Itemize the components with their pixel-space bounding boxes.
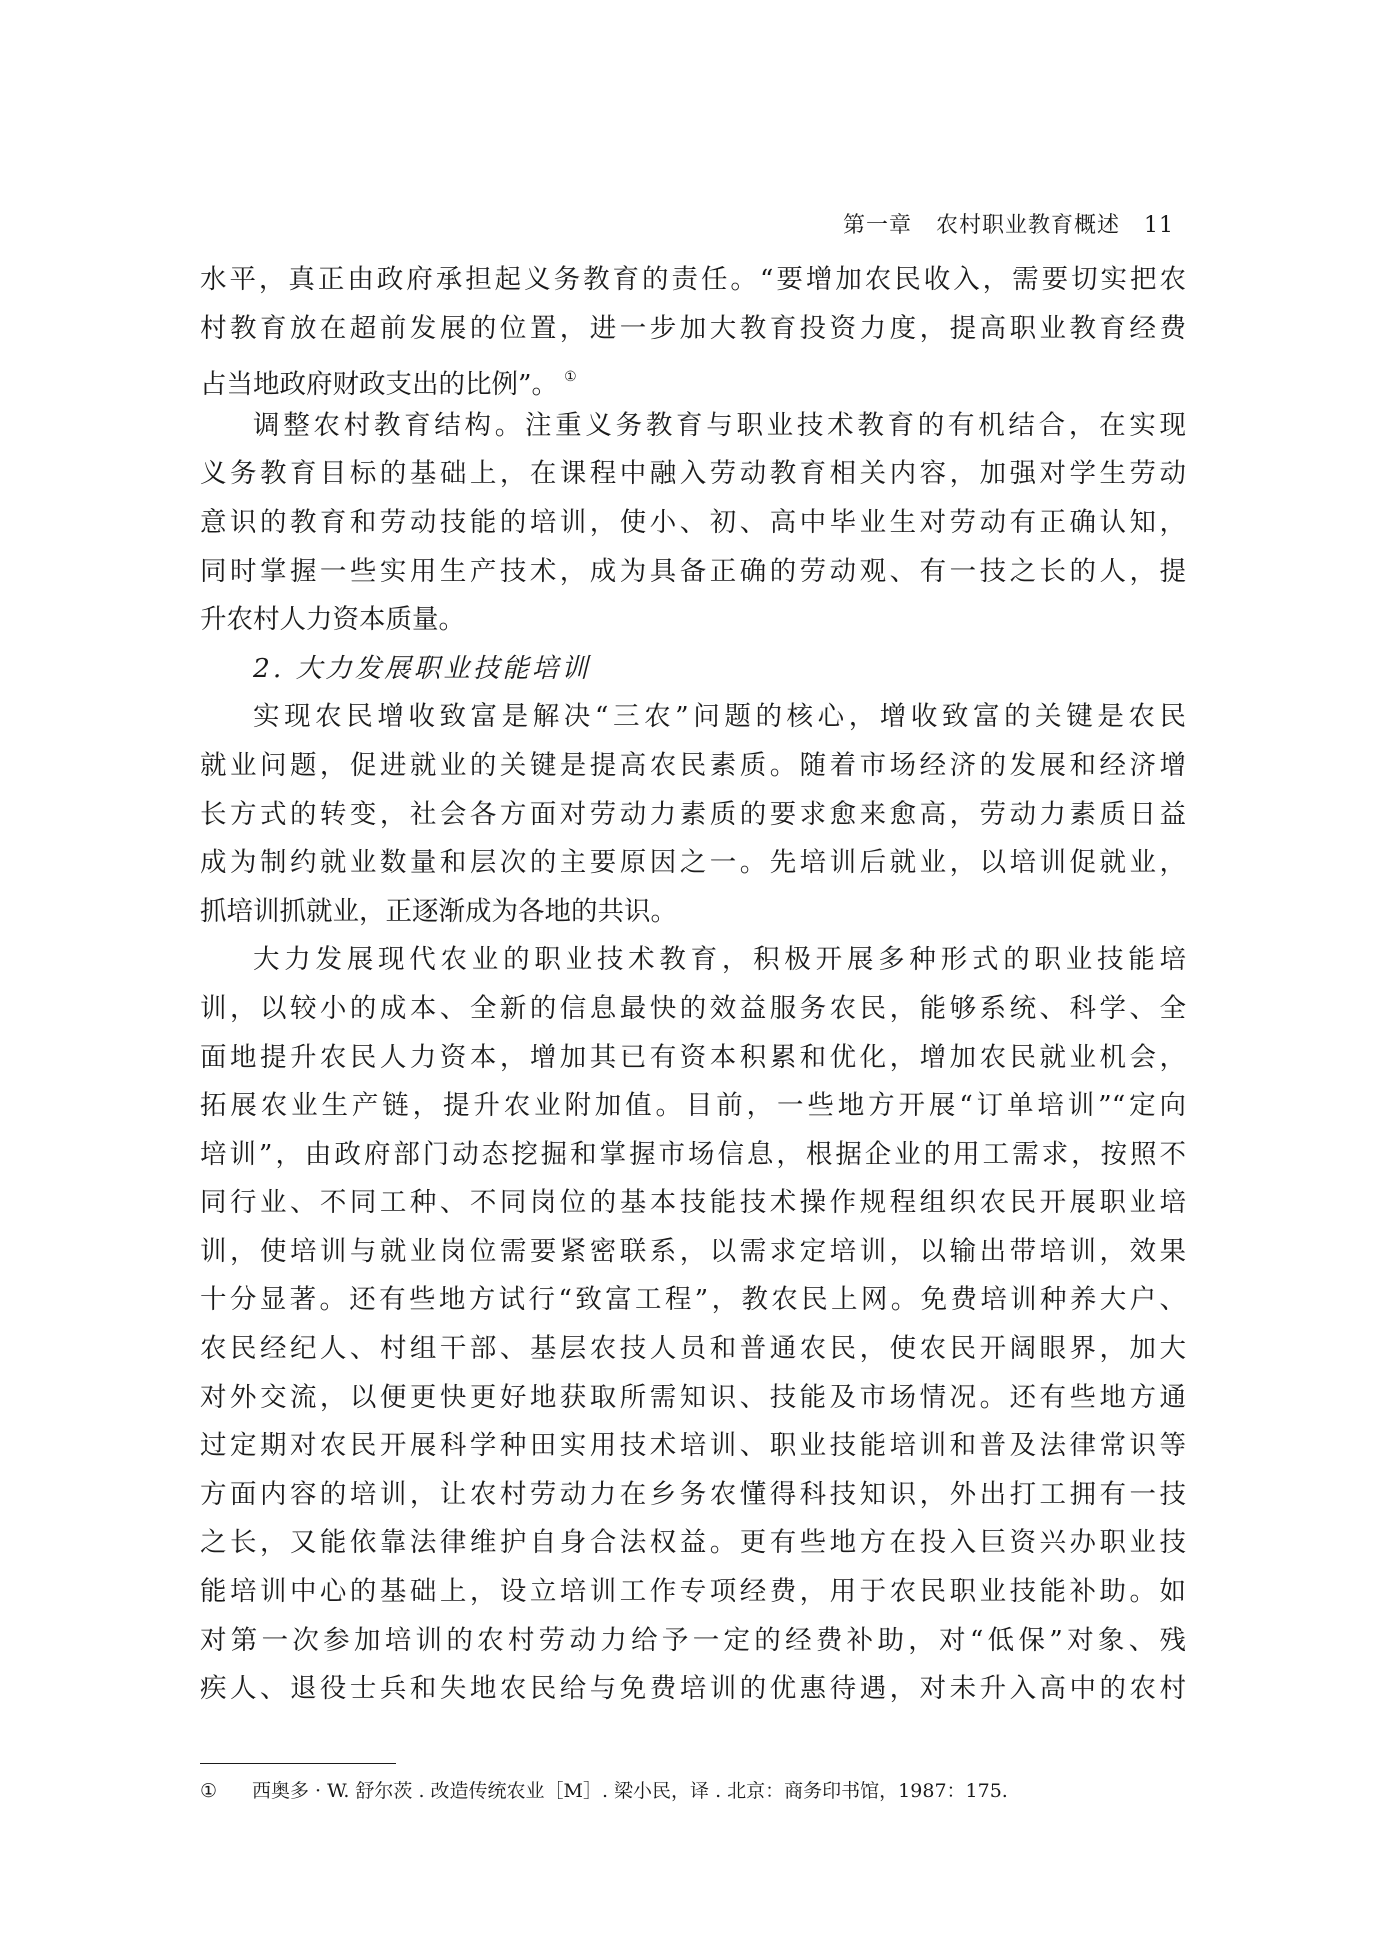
text-line: 义务教育目标的基础上，在课程中融入劳动教育相关内容，加强对学生劳动 [200, 458, 1186, 490]
text-line: 十分显著。还有些地方试行“致富工程”，教农民上网。免费培训种养大户、 [200, 1284, 1186, 1316]
text-line: 训，以较小的成本、全新的信息最快的效益服务农民，能够系统、科学、全 [200, 992, 1186, 1024]
text-line: 培训”，由政府部门动态挖掘和掌握市场信息，根据企业的用工需求，按照不 [200, 1138, 1186, 1170]
text-line: 对第一次参加培训的农村劳动力给予一定的经费补助，对“低保”对象、残 [200, 1624, 1186, 1656]
text-line: 同时掌握一些实用生产技术，成为具备正确的劳动观、有一技之长的人，提 [200, 555, 1186, 587]
text-line: 过定期对农民开展科学种田实用技术培训、职业技能培训和普及法律常识等 [200, 1430, 1186, 1462]
chapter-title: 农村职业教育概述 [935, 213, 1120, 238]
text-line: 成为制约就业数量和层次的主要原因之一。先培训后就业，以培训促就业， [200, 847, 1186, 879]
text-line: 方面内容的培训，让农村劳动力在乡务农懂得科技知识，外出打工拥有一技 [200, 1478, 1186, 1510]
text-line: 抓培训抓就业，正逐渐成为各地的共识。 [200, 895, 677, 927]
text-line: 升农村人力资本质量。 [200, 604, 465, 636]
page-number: 11 [1144, 213, 1174, 238]
text-line: 对外交流，以便更快更好地获取所需知识、技能及市场情况。还有些地方通 [200, 1381, 1186, 1413]
chapter-number: 第一章 [842, 213, 912, 238]
text-line: 就业问题，促进就业的关键是提高农民素质。随着市场经济的发展和经济增 [200, 749, 1186, 781]
text-line: 疾人、退役士兵和失地农民给与免费培训的优惠待遇，对未升入高中的农村 [200, 1673, 1186, 1705]
text-line: 村教育放在超前发展的位置，进一步加大教育投资力度，提高职业教育经费 [200, 312, 1186, 344]
footnote-divider [200, 1763, 396, 1764]
text-line: 长方式的转变，社会各方面对劳动力素质的要求愈来愈高，劳动力素质日益 [200, 798, 1186, 830]
paragraph-first-line: 调整农村教育结构。注重义务教育与职业技术教育的有机结合，在实现 [253, 409, 1186, 441]
text-line: 训，使培训与就业岗位需要紧密联系，以需求定培训，以输出带培训，效果 [200, 1235, 1186, 1267]
text-line: 同行业、不同工种、不同岗位的基本技能技术操作规程组织农民开展职业培 [200, 1187, 1186, 1219]
footnote-text: 西奥多 · W. 舒尔茨 . 改造传统农业［M］. 梁小民，译 . 北京：商务印书馆，1987：175. [252, 1780, 1008, 1802]
text-line: 水平，真正由政府承担起义务教育的责任。“要增加农民收入，需要切实把农 [200, 264, 1186, 295]
paragraph-first-line: 实现农民增收致富是解决“三农”问题的核心，增收致富的关键是农民 [253, 701, 1186, 733]
text-line: 之长，又能依靠法律维护自身合法权益。更有些地方在投入巨资兴办职业技 [200, 1527, 1186, 1559]
footnote [200, 1776, 1008, 1806]
running-header [843, 208, 1174, 239]
text-line: 拓展农业生产链，提升农业附加值。目前，一些地方开展“订单培训”“定向 [200, 1090, 1186, 1122]
paragraph-first-line: 大力发展现代农业的职业技术教育，积极开展多种形式的职业技能培 [253, 944, 1186, 976]
section-heading: 2. 大力发展职业技能培训 [253, 652, 591, 684]
text-line: 农民经纪人、村组干部、基层农技人员和普通农民，使农民开阔眼界，加大 [200, 1333, 1186, 1365]
footnote-marker: ① [200, 1780, 218, 1802]
body-text [200, 256, 1186, 1714]
text-line [200, 353, 1186, 402]
text-line: 意识的教育和劳动技能的培训，使小、初、高中毕业生对劳动有正确认知， [200, 506, 1186, 538]
footnote-reference[interactable]: ① [564, 369, 577, 386]
text-line-content: 占当地政府财政支出的比例”。 [200, 369, 559, 401]
text-line: 面地提升农民人力资本，增加其已有资本积累和优化，增加农民就业机会， [200, 1041, 1186, 1073]
text-line: 能培训中心的基础上，设立培训工作专项经费，用于农民职业技能补助。如 [200, 1576, 1186, 1608]
